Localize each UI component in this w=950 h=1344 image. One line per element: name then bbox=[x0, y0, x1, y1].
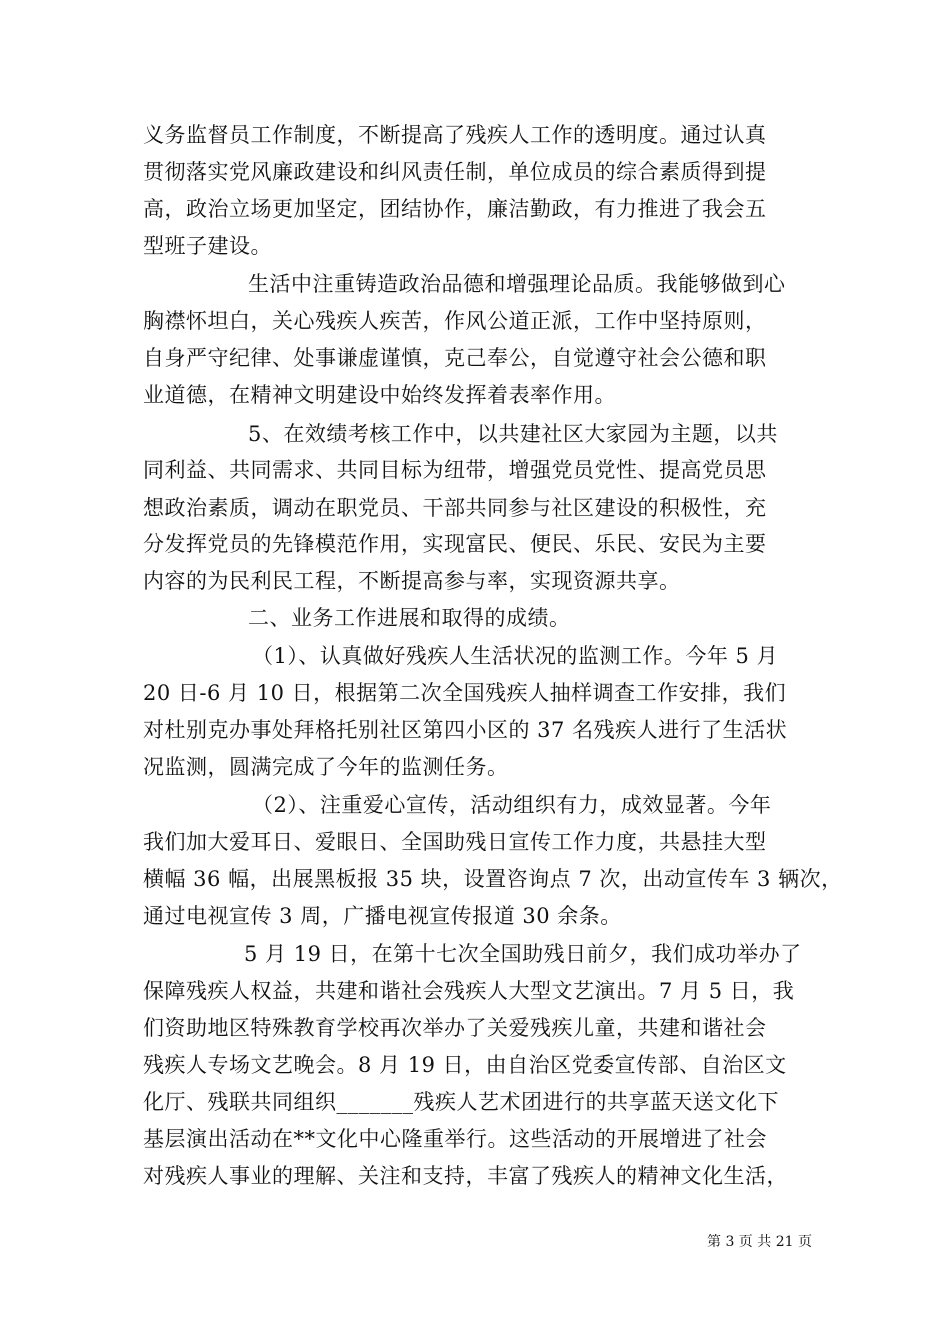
section-heading: 二、业务工作进展和取得的成绩。 bbox=[248, 606, 571, 630]
text-line: 想政治素质，调动在职党员、干部共同参与社区建设的积极性，充 bbox=[143, 496, 767, 520]
text-line: 们资助地区特殊教育学校再次举办了关爱残疾儿童，共建和谐社会 bbox=[143, 1016, 767, 1040]
text-line: 20 日-6 月 10 日，根据第二次全国残疾人抽样调查工作安排，我们 bbox=[143, 681, 787, 705]
text-line: 基层演出活动在**文化中心隆重举行。这些活动的开展增进了社会 bbox=[143, 1127, 767, 1151]
text-line: 高，政治立场更加坚定，团结协作，廉洁勤政，有力推进了我会五 bbox=[143, 197, 767, 221]
text-line: 通过电视宣传 3 周，广播电视宣传报道 30 余条。 bbox=[143, 904, 622, 928]
page-number-footer: 第 3 页 共 21 页 bbox=[707, 1234, 812, 1250]
text-line: 型班子建设。 bbox=[143, 234, 272, 258]
text-line: （2）、注重爱心宣传，活动组织有力，成效显著。今年 bbox=[252, 793, 772, 817]
text-line: 对杜别克办事处拜格托别社区第四小区的 37 名残疾人进行了生活状 bbox=[143, 718, 788, 742]
text-line: 横幅 36 幅，出展黑板报 35 块，设置咨询点 7 次，出动宣传车 3 辆次， bbox=[143, 867, 843, 891]
text-line: （1）、认真做好残疾人生活状况的监测工作。今年 5 月 bbox=[252, 644, 779, 668]
text-line: 同利益、共同需求、共同目标为纽带，增强党员党性、提高党员思 bbox=[143, 458, 767, 482]
text-line: 对残疾人事业的理解、关注和支持，丰富了残疾人的精神文化生活， bbox=[143, 1164, 788, 1188]
text-line: 业道德，在精神文明建设中始终发挥着表率作用。 bbox=[143, 383, 616, 407]
text-line: 我们加大爱耳日、爱眼日、全国助残日宣传工作力度，共悬挂大型 bbox=[143, 830, 767, 854]
text-line: 内容的为民利民工程，不断提高参与率，实现资源共享。 bbox=[143, 569, 681, 593]
text-line: 分发挥党员的先锋模范作用，实现富民、便民、乐民、安民为主要 bbox=[143, 532, 767, 556]
text-line: 5、在效绩考核工作中，以共建社区大家园为主题，以共 bbox=[248, 422, 778, 446]
text-line: 5 月 19 日，在第十七次全国助残日前夕，我们成功举办了 bbox=[244, 942, 802, 966]
text-line: 残疾人专场文艺晚会。8 月 19 日，由自治区党委宣传部、自治区文 bbox=[143, 1053, 787, 1077]
text-line: 况监测，圆满完成了今年的监测任务。 bbox=[143, 755, 509, 779]
text-line: 胸襟怀坦白，关心残疾人疾苦，作风公道正派，工作中坚持原则， bbox=[143, 309, 767, 333]
text-line: 化厅、残联共同组织_______残疾人艺术团进行的共享蓝天送文化下 bbox=[143, 1090, 779, 1114]
text-line: 义务监督员工作制度，不断提高了残疾人工作的透明度。通过认真 bbox=[143, 123, 767, 147]
text-line: 自身严守纪律、处事谦虚谨慎，克己奉公，自觉遵守社会公德和职 bbox=[143, 346, 767, 370]
text-line: 贯彻落实党风廉政建设和纠风责任制，单位成员的综合素质得到提 bbox=[143, 160, 767, 184]
text-line: 保障残疾人权益，共建和谐社会残疾人大型文艺演出。7 月 5 日，我 bbox=[143, 979, 795, 1003]
text-line: 生活中注重铸造政治品德和增强理论品质。我能够做到心 bbox=[248, 272, 786, 296]
